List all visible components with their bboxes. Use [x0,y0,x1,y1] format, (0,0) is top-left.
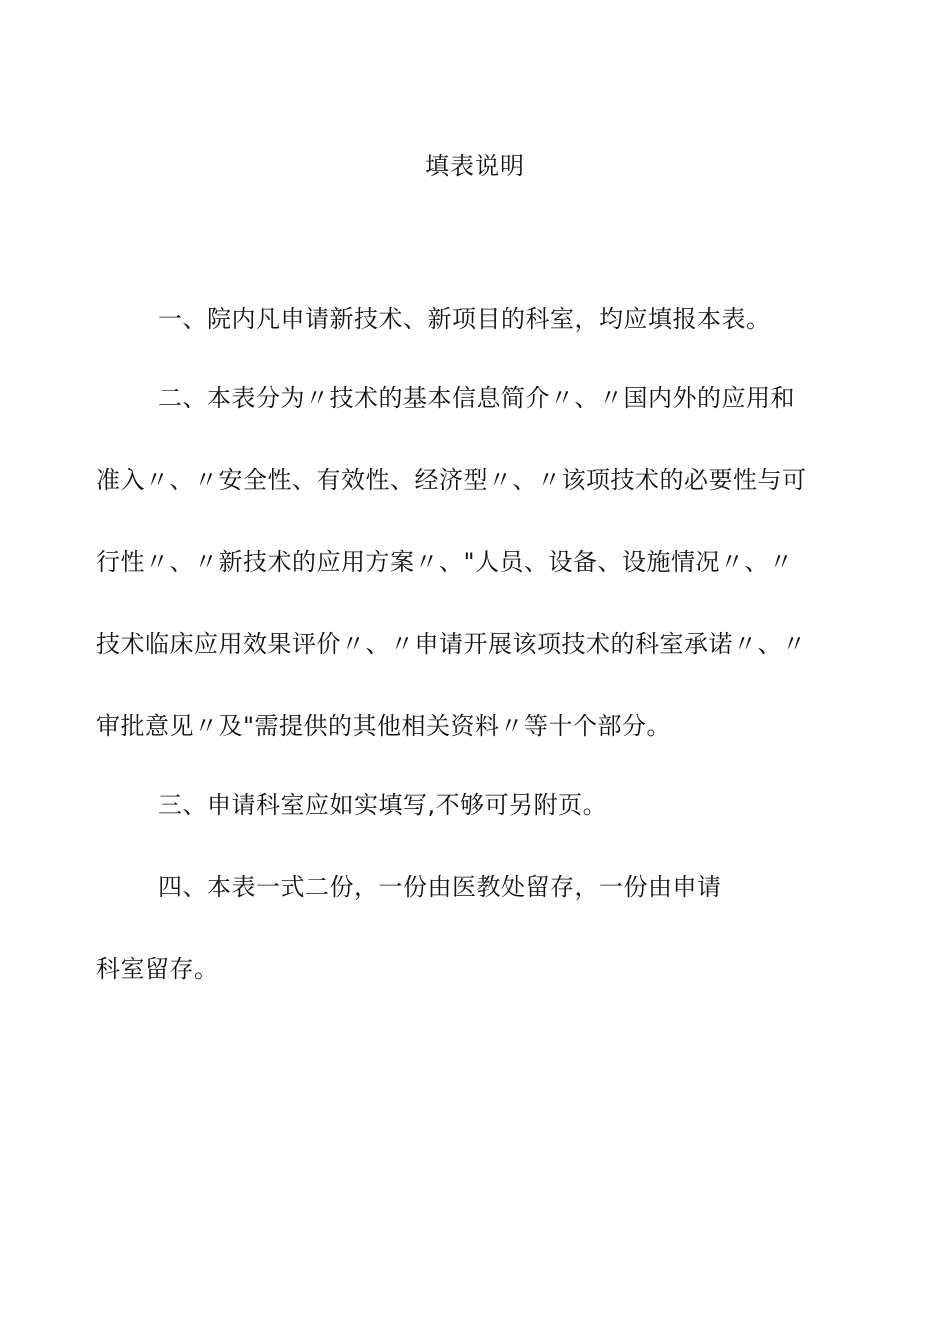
paragraph-line: 四、本表一式二份，一份由医教处留存，一份由申请 [158,873,722,901]
instruction-paragraph-1 [96,278,856,360]
paragraph-line: 审批意见〃及"需提供的其他相关资料〃等十个部分。 [96,712,672,740]
paragraph-line: 二、本表分为〃技术的基本信息简介〃、〃国内外的应用和 [158,384,795,412]
instruction-paragraph-4 [96,846,856,1010]
paragraph-line: 准入〃、〃安全性、有效性、经济型〃、〃该项技术的必要性与可 [96,466,807,494]
paragraph-line: 三、申请科室应如实填写,不够可另附页。 [158,791,608,819]
paragraph-line: 行性〃、〃新技术的应用方案〃、"人员、设备、设施情况〃、〃 [96,548,794,576]
paragraph-line: 技术临床应用效果评价〃、〃申请开展该项技术的科室承诺〃、〃 [96,630,807,658]
paragraph-line: 科室留存。 [96,955,219,983]
instruction-paragraph-3 [96,764,856,846]
paragraph-line: 一、院内凡申请新技术、新项目的科室，均应填报本表。 [158,305,771,333]
page-title: 填表说明 [425,152,525,180]
instruction-paragraph-2 [96,357,856,767]
